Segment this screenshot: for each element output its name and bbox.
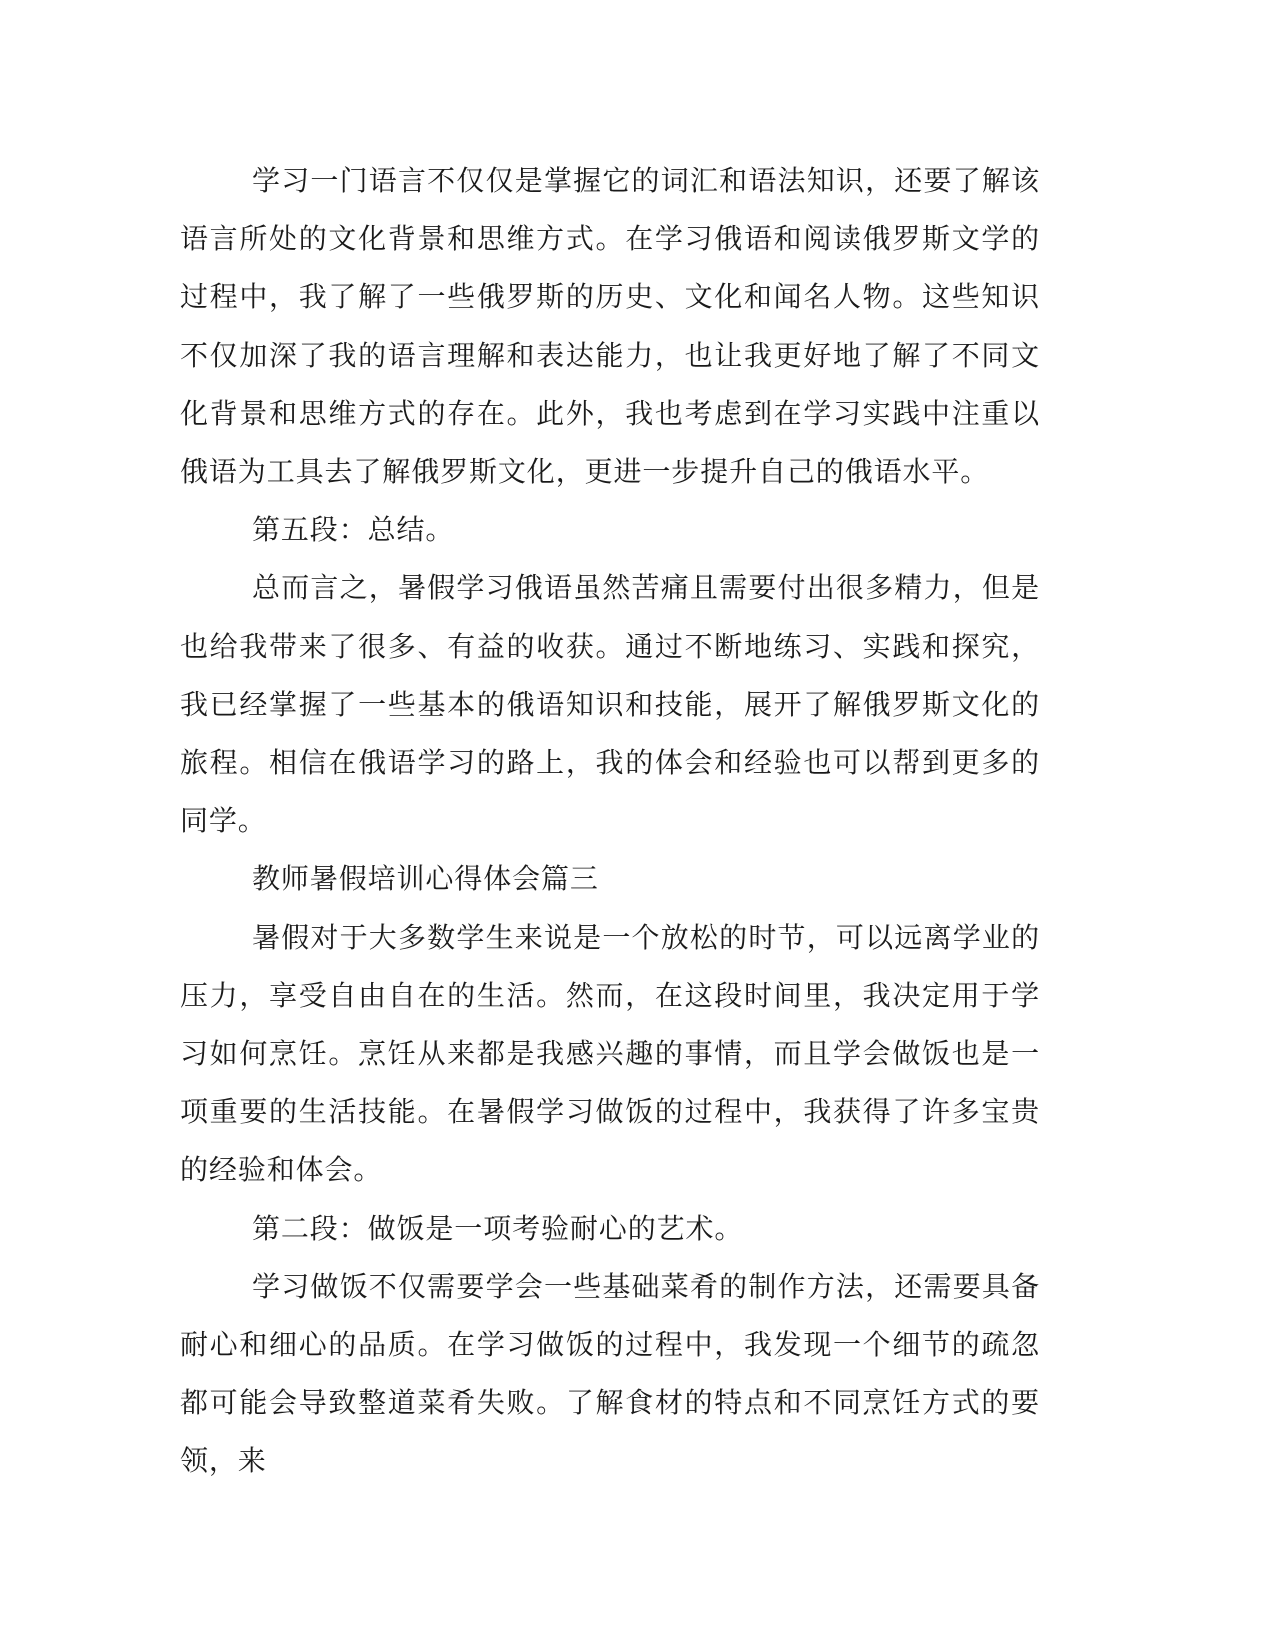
section-heading-five: 第五段：总结。: [252, 513, 455, 547]
paragraph-intro: 暑假对于大多数学生来说是一个放松的时节，可以远离学业的压力，享受自由自在的生活。然而，在这段时间里，我决定用于学习如何烹饪。烹饪从来都是我感兴趣的事情，而且学会做饭也是一项重要的生活技能。在暑假学习做饭的过程中，我获得了许多宝贵的经验和体会。: [180, 920, 1040, 1187]
paragraph-summary: 总而言之，暑假学习俄语虽然苦痛且需要付出很多精力，但是也给我带来了很多、有益的收获。通过不断地练习、实践和探究，我已经掌握了一些基本的俄语知识和技能，展开了解俄罗斯文化的旅程。相信在俄语学习的路上，我的体会和经验也可以帮到更多的同学。: [180, 571, 1040, 838]
document-body: [180, 152, 1040, 1491]
paragraph-culture: 学习一门语言不仅仅是掌握它的词汇和语法知识，还要了解该语言所处的文化背景和思维方式。在学习俄语和阅读俄罗斯文学的过程中，我了解了一些俄罗斯的历史、文化和闻名人物。这些知识不仅加深了我的语言理解和表达能力，也让我更好地了解了不同文化背景和思维方式的存在。此外，我也考虑到在学习实践中注重以俄语为工具去了解俄罗斯文化，更进一步提升自己的俄语水平。: [180, 164, 1040, 489]
section-heading-two: 第二段：做饭是一项考验耐心的艺术。: [252, 1211, 744, 1245]
paragraph-cooking: 学习做饭不仅需要学会一些基础菜肴的制作方法，还需要具备耐心和细心的品质。在学习做饭的过程中，我发现一个细节的疏忽都可能会导致整道菜肴失败。了解食材的特点和不同烹饪方式的要领，来: [180, 1269, 1040, 1478]
article-title: 教师暑假培训心得体会篇三: [252, 862, 599, 896]
